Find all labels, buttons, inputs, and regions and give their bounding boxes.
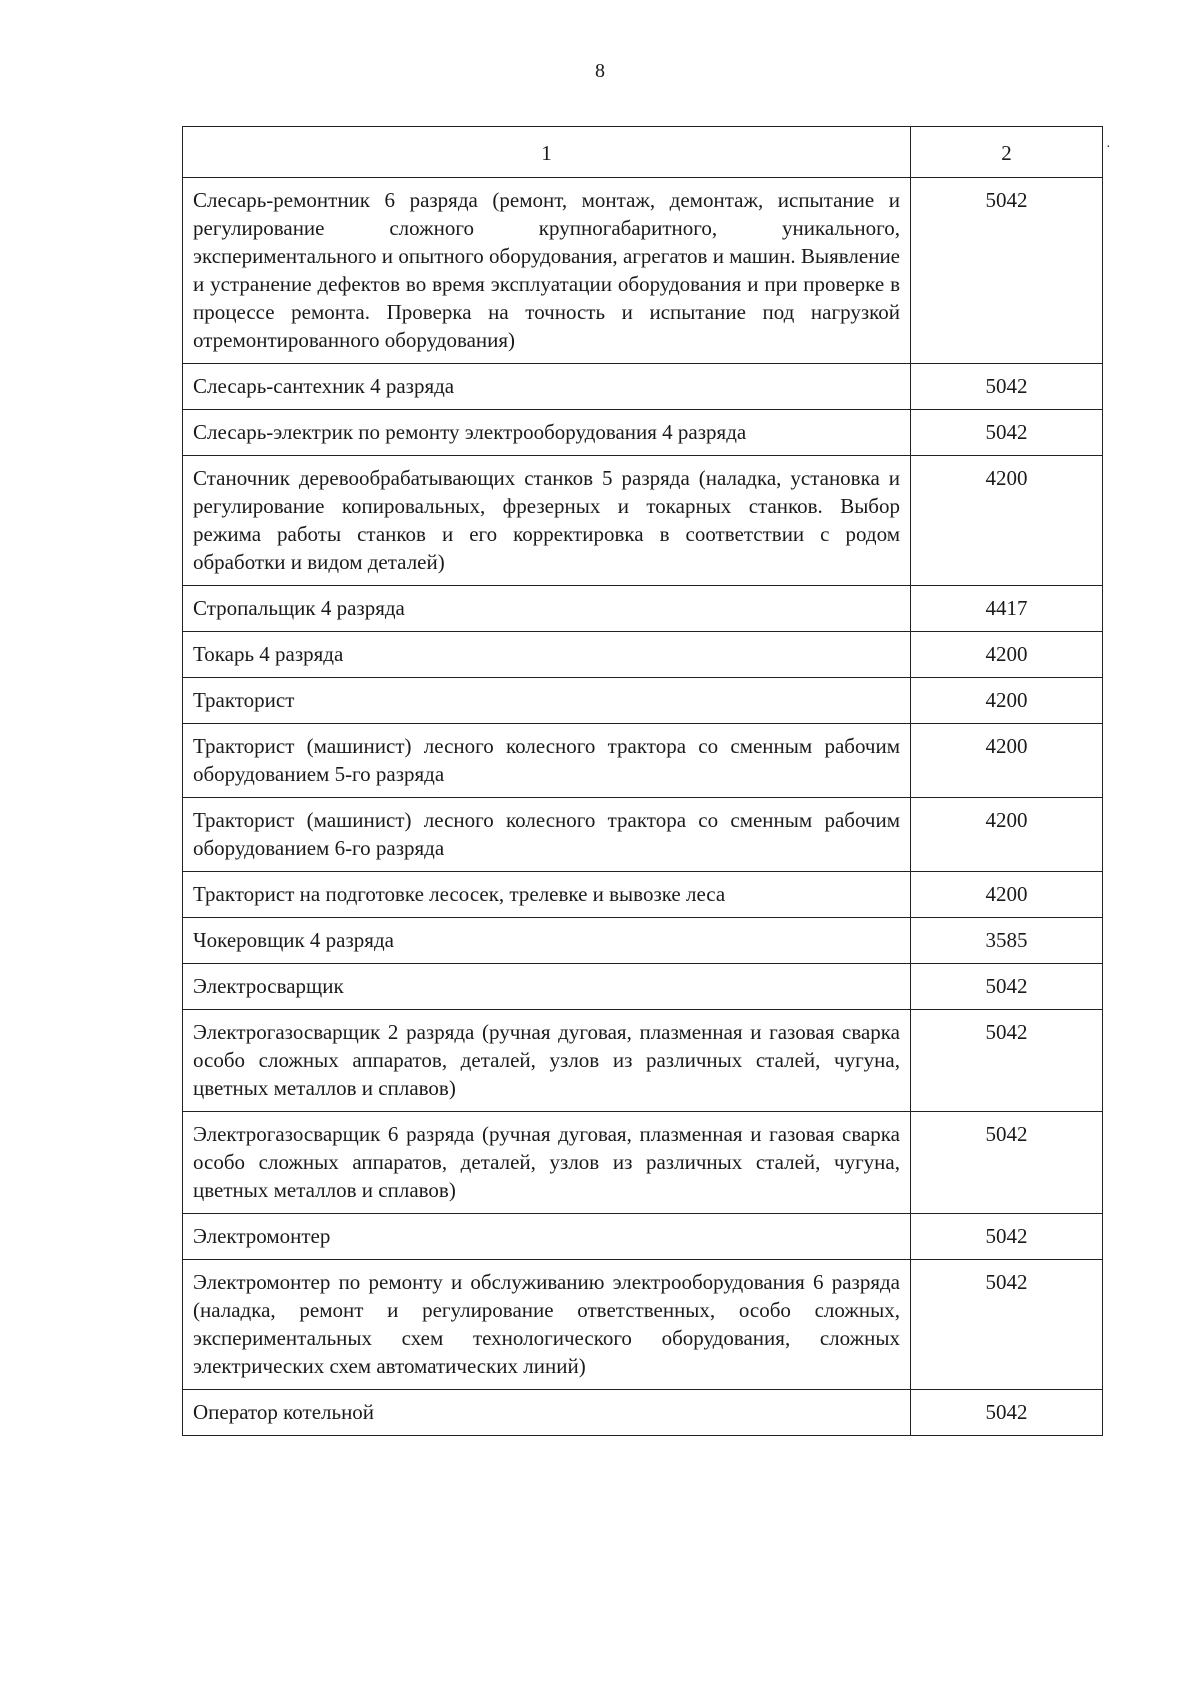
profession-cell: Электромонтер по ремонту и обслуживанию электрооборудования 6 разряда (наладка, ремонт и регулирование ответственных, особо сложных, экспериментальных схем технологического оборудования, сложных электрических схем автоматических линий): [183, 1260, 911, 1390]
profession-cell: Тракторист: [183, 678, 911, 724]
profession-cell: Электросварщик: [183, 964, 911, 1010]
table-row: [183, 410, 1103, 456]
profession-cell: Стропальщик 4 разряда: [183, 586, 911, 632]
table-row: [183, 178, 1103, 364]
table-row: [183, 364, 1103, 410]
profession-cell: Тракторист (машинист) лесного колесного трактора со сменным рабочим оборудованием 5-го разряда: [183, 724, 911, 798]
table-row: [183, 724, 1103, 798]
table-header-row: [183, 127, 1103, 178]
value-cell: 4417: [911, 586, 1103, 632]
profession-cell: Токарь 4 разряда: [183, 632, 911, 678]
value-cell: 5042: [911, 410, 1103, 456]
profession-cell: Электрогазосварщик 2 разряда (ручная дуговая, плазменная и газовая сварка особо сложных аппаратов, деталей, узлов из различных сталей, чугуна, цветных металлов и сплавов): [183, 1010, 911, 1112]
value-cell: 4200: [911, 872, 1103, 918]
profession-cell: Электромонтер: [183, 1214, 911, 1260]
profession-cell: Слесарь-ремонтник 6 разряда (ремонт, монтаж, демонтаж, испытание и регулирование сложного крупногабаритного, уникального, экспериментального и опытного оборудования, агрегатов и машин. Выявление и устранение дефектов во время эксплуатации оборудования и при проверке в процессе ремонта. Проверка на точность и испытание под нагрузкой отремонтированного оборудования): [183, 178, 911, 364]
rates-table: [182, 126, 1103, 1436]
value-cell: 4200: [911, 456, 1103, 586]
profession-cell: Оператор котельной: [183, 1390, 911, 1436]
profession-cell: Тракторист на подготовке лесосек, трелевке и вывозке леса: [183, 872, 911, 918]
profession-cell: Чокеровщик 4 разряда: [183, 918, 911, 964]
profession-cell: Станочник деревообрабатывающих станков 5 разряда (наладка, установка и регулирование копировальных, фрезерных и токарных станков. Выбор режима работы станков и его корректировка в соответствии с родом обработки и видом деталей): [183, 456, 911, 586]
value-cell: 5042: [911, 1260, 1103, 1390]
profession-cell: Тракторист (машинист) лесного колесного трактора со сменным рабочим оборудованием 6-го разряда: [183, 798, 911, 872]
value-cell: 3585: [911, 918, 1103, 964]
value-cell: 5042: [911, 1112, 1103, 1214]
table-row: [183, 1260, 1103, 1390]
table-row: [183, 872, 1103, 918]
value-cell: 4200: [911, 798, 1103, 872]
column-header-2: 2: [911, 127, 1103, 178]
table-row: [183, 798, 1103, 872]
value-cell: 5042: [911, 964, 1103, 1010]
value-cell: 5042: [911, 1010, 1103, 1112]
table-row: [183, 1010, 1103, 1112]
value-cell: 5042: [911, 1390, 1103, 1436]
value-cell: 5042: [911, 1214, 1103, 1260]
value-cell: 5042: [911, 178, 1103, 364]
table-row: [183, 918, 1103, 964]
value-cell: 4200: [911, 632, 1103, 678]
table-row: [183, 456, 1103, 586]
value-cell: 4200: [911, 678, 1103, 724]
table-row: [183, 1390, 1103, 1436]
value-cell: 4200: [911, 724, 1103, 798]
profession-cell: Электрогазосварщик 6 разряда (ручная дуговая, плазменная и газовая сварка особо сложных аппаратов, деталей, узлов из различных сталей, чугуна, цветных металлов и сплавов): [183, 1112, 911, 1214]
table-row: [183, 964, 1103, 1010]
table-row: [183, 586, 1103, 632]
column-header-1: 1: [183, 127, 911, 178]
profession-cell: Слесарь-сантехник 4 разряда: [183, 364, 911, 410]
profession-cell: Слесарь-электрик по ремонту электрооборудования 4 разряда: [183, 410, 911, 456]
table-row: [183, 678, 1103, 724]
margin-dot: ·: [1106, 140, 1111, 155]
value-cell: 5042: [911, 364, 1103, 410]
table-row: [183, 1214, 1103, 1260]
page-number: 8: [595, 60, 605, 82]
table-row: [183, 1112, 1103, 1214]
table-row: [183, 632, 1103, 678]
